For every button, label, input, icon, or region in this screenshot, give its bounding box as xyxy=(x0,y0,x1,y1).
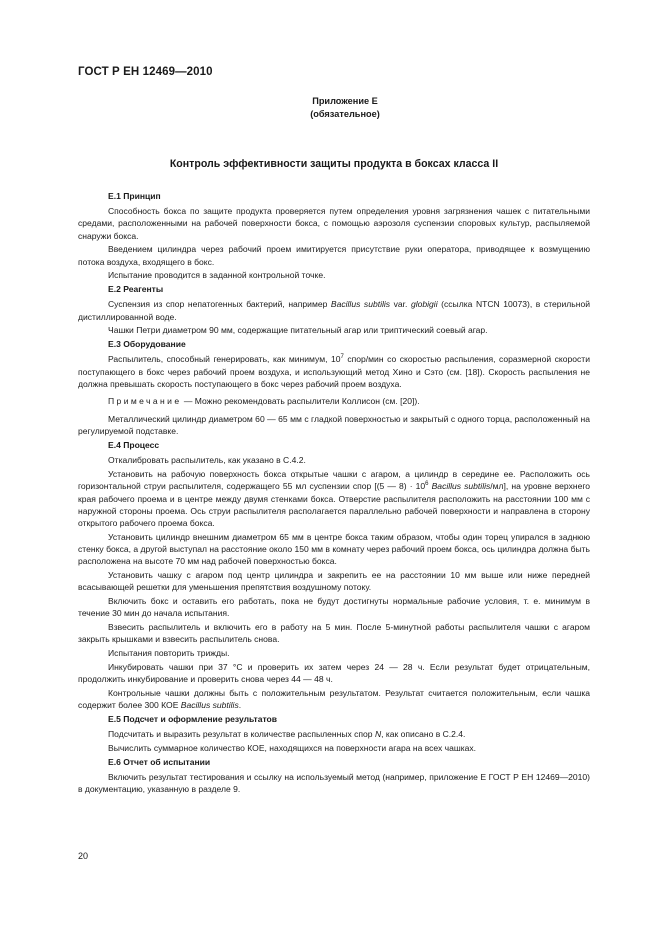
paragraph: Взвесить распылитель и включить его в работу на 5 мин. После 5-минутной работы распылителя чашки с агаром закрыть крышками и взвесить распылитель снова. xyxy=(78,622,590,645)
paragraph: Установить чашку с агаром под центр цилиндра и закрепить ее на расстоянии 10 мм выше или ниже передней всасывающей решетки для уменьшения препятствия воздушному потоку. xyxy=(78,570,590,593)
paragraph: Включить бокс и оставить его работать, пока не будут достигнуты нормальные рабочие условия, т. е. минимум в течение 30 мин до начала испытания. xyxy=(78,596,590,619)
paragraph: Испытания повторить трижды. xyxy=(108,648,230,659)
paragraph: Вычислить суммарное количество КОЕ, находящихся на поверхности агара на всех чашках. xyxy=(108,742,477,753)
section-heading-e3: Е.3 Оборудование xyxy=(108,339,186,350)
paragraph: Металлический цилиндр диаметром 60 — 65 мм с гладкой поверхностью и закрытый с одного торца, расположенный на регулируемой подставке. xyxy=(78,414,590,437)
page-number: 20 xyxy=(78,851,89,861)
paragraph: Чашки Петри диаметром 90 мм, содержащие питательный агар или триптический соевый агар. xyxy=(108,325,488,336)
paragraph: Установить на рабочую поверхность бокса открытые чашки с агаром, а цилиндр в середине ее. Расположить ось горизонтальной струи распылителя, содержащего 55 мл суспензии спор [(5 — $8) \cdot 10^6$ Bacillus subtilis/мл], на уровне верхнего края рабочего проема и в центре между двумя стенками бокса. Отверстие распылителя расположить на расстоянии 100 мм с наружной стороны проема. Ось струи распылителя располагается параллельно рабочей поверхности и направлена в сторону открытого рабочего проема бокса. xyxy=(78,469,590,529)
section-heading-e5: Е.5 Подсчет и оформление результатов xyxy=(108,713,278,724)
section-heading-e1: Е.1 Принцип xyxy=(108,191,161,201)
paragraph: Установить цилиндр внешним диаметром 65 мм в центре бокса таким образом, чтобы один торец упирался в заднюю стенку бокса, а другой выступал на расстояние около 150 мм в комнату через рабочий проем бокса, ось цилиндра должна быть расположена на высоте 70 мм над рабочей поверхностью бокса. xyxy=(78,531,590,567)
paragraph: Введением цилиндра через рабочий проем имитируется присутствие руки оператора, приводящее к возмущению потока воздуха, входящего в бокс. xyxy=(78,244,590,267)
section-heading-e6: Е.6 Отчет об испытании xyxy=(108,756,211,767)
section-heading-e4: Е.4 Процесс xyxy=(108,440,160,451)
paragraph: Способность бокса по защите продукта проверяется путем определения уровня загрязнения чашек с питательными средами, расположенными на рабочей поверхности бокса, с помощью аэрозоля суспензии споровых культур, распыляемой снаружи бокса. xyxy=(78,206,590,241)
document-body xyxy=(78,190,590,797)
paragraph: Инкубировать чашки при 37 °С и проверить их затем через 24 — 28 ч. Если результат будет отрицательным, продолжить инкубирование и проверить снова через 44 — 48 ч. xyxy=(78,661,590,685)
paragraph: Включить результат тестирования и ссылку на используемый метод (например, приложение Е ГОСТ Р ЕН 12469—2010) в документацию, указанную в разделе 9. xyxy=(78,771,590,795)
note: Примечание — Можно рекомендовать распылители Коллисон (см. [20]). xyxy=(108,396,420,407)
paragraph: Распылитель, способный генерировать, как минимум, $10^7$ спор/мин со скоростью распыления, соразмерной скорости поступающего в бокс через рабочий проем воздуха, и использующий метод Хино и Сэто (см. [18]). Скорость распыления не должна превышать скорость поступающего в бокс через рабочий проем воздуха. xyxy=(78,354,590,389)
paragraph: Подсчитать и выразить результат в количестве распыленных спор N, как описано в С.2.4. xyxy=(108,729,466,740)
paragraph: Контрольные чашки должны быть с положительным результатом. Результат считается положительным, если чашка содержит более 300 КОЕ Bacillus subtilis. xyxy=(78,687,590,711)
annex-title: Контроль эффективности защиты продукта в боксах класса II xyxy=(169,158,499,170)
paragraph: Суспензия из спор непатогенных бактерий, например Bacillus subtilis var. globigii (ссылка NTCN 10073), в стерильной дистиллированной воде. xyxy=(78,299,590,322)
paragraph: Откалибровать распылитель, как указано в С.4.2. xyxy=(108,455,306,466)
paragraph: Испытание проводится в заданной контрольной точке. xyxy=(108,270,326,281)
section-heading-e2: Е.2 Реагенты xyxy=(108,284,164,295)
note-label: Примечание xyxy=(108,396,182,407)
annex-status: (обязательное) xyxy=(310,109,380,119)
document-code: ГОСТ Р ЕН 12469—2010 xyxy=(78,66,213,78)
annex-label: Приложение Е xyxy=(312,96,378,106)
